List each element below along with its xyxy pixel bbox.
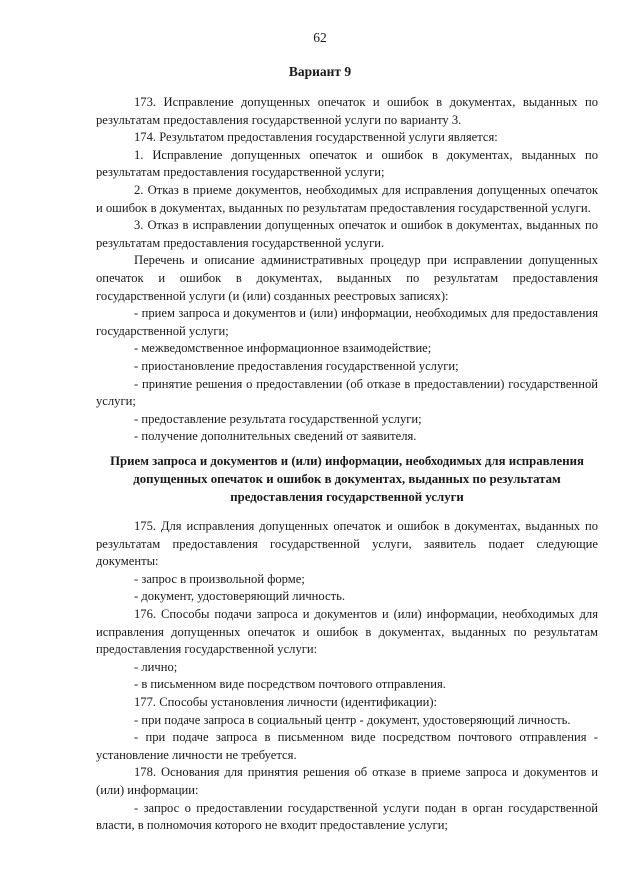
block-variant-content: [96, 94, 598, 446]
paragraph-l4: - принятие решения о предоставлении (об отказе в предоставлении) государственной услуги;: [96, 376, 598, 409]
variant-title: Вариант 9: [288, 64, 352, 79]
paragraph-p177: 177. Способы установления личности (идентификации):: [134, 694, 438, 709]
paragraph-i2: - при подаче запроса в письменном виде посредством почтового отправления - установление личности не требуется.: [96, 730, 598, 762]
block-section-content: [96, 518, 598, 835]
paragraph-p176: 176. Способы подачи запроса и документов и (или) информации, необходимых для исправления допущенных опечаток и ошибок в документах, выданных по результатам предоставления государственной услуги:: [96, 606, 598, 657]
paragraph-r2: 2. Отказ в приеме документов, необходимых для исправления допущенных опечаток и ошибок в документах, выданных по результатам предоставления государственной услуги.: [96, 182, 598, 215]
paragraph-i1: - при подаче запроса в социальный центр - документ, удостоверяющий личность.: [134, 712, 571, 727]
paragraph-p178: 178. Основания для принятия решения об отказе в приеме запроса и документов и (или) информации:: [96, 765, 598, 797]
paragraph-proc: Перечень и описание административных процедур при исправлении допущенных опечаток и ошибок в документах, выданных по результатам предоставления государственной услуги (и (или) созданных реестровых записях):: [96, 253, 598, 303]
paragraph-g1: - запрос о предоставлении государственной услуги подан в орган государственной власти, в полномочия которого не входит предоставление услуги;: [96, 800, 598, 833]
paragraph-l5: - предоставление результата государственной услуги;: [134, 411, 422, 426]
paragraph-d2: - документ, удостоверяющий личность.: [134, 589, 345, 604]
paragraph-p174: 174. Результатом предоставления государственной услуги является:: [134, 130, 498, 145]
paragraph-l6: - получение дополнительных сведений от заявителя.: [134, 429, 417, 444]
paragraph-s1: - лично;: [134, 659, 178, 674]
section-heading: Прием запроса и документов и (или) информации, необходимых для исправления допущенных опечаток и ошибок в документах, выданных по результатам предоставления государственной услуги: [110, 454, 584, 504]
paragraph-l2: - межведомственное информационное взаимодействие;: [134, 341, 432, 356]
paragraph-d1: - запрос в произвольной форме;: [134, 571, 305, 586]
paragraph-p175: 175. Для исправления допущенных опечаток и ошибок в документах, выданных по результатам предоставления государственной услуги, заявитель подает следующие документы:: [96, 519, 598, 569]
paragraph-s2: - в письменном виде посредством почтового отправления.: [134, 677, 446, 692]
paragraph-r3: 3. Отказ в исправлении допущенных опечаток и ошибок в документах, выданных по результатам предоставления государственной услуги.: [96, 218, 598, 250]
page-number: 62: [313, 30, 327, 45]
paragraph-l1: - прием запроса и документов и (или) информации, необходимых для предоставления государственной услуги;: [96, 306, 598, 338]
paragraph-p173: 173. Исправление допущенных опечаток и ошибок в документах, выданных по результатам предоставления государственной услуги по варианту 3.: [96, 95, 598, 127]
paragraph-l3: - приостановление предоставления государственной услуги;: [134, 358, 459, 373]
paragraph-r1: 1. Исправление допущенных опечаток и ошибок в документах, выданных по результатам предоставления государственной услуги;: [96, 147, 598, 180]
